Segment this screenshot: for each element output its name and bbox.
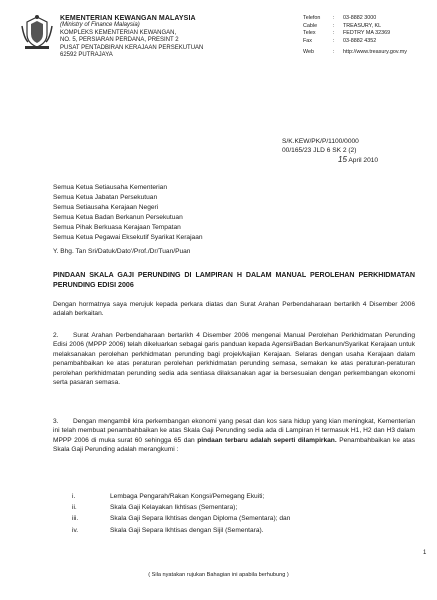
colon: : — [333, 49, 335, 56]
reference-line-2: 00/165/23 JLD 6 SK 2 (2) — [282, 147, 357, 154]
telefon-value: 03-8882 3000 — [343, 15, 377, 21]
paragraph-number: 3. — [53, 418, 59, 425]
paragraph-3-text-a: Dengan mengambil kira perkembangan ekonomi yang pesat dan kos sara hidup yang kian meningkat, Kementerian ini telah membuat penambahbaikan ke atas Skala Gaji Perunding sedia ada di Lampiran H termasuk H1, H2 dan H3 dalam MPPP 2006 di muka surat 60 sehingga 65 dan — [53, 418, 415, 444]
addressee-list — [53, 183, 413, 244]
coat-of-arms-icon — [20, 14, 54, 50]
subject-heading: PINDAAN SKALA GAJI PERUNDING DI LAMPIRAN H DALAM MANUAL PEROLEHAN PERKHIDMATAN PERUNDING EDISI 2006 — [53, 271, 415, 289]
date-day: 15 — [338, 155, 347, 164]
address-line: PUSAT PENTADBIRAN KERAJAAN PERSEKUTUAN — [60, 44, 204, 51]
addressee-line: Semua Setiausaha Kerajaan Negeri — [53, 204, 159, 212]
list-item — [72, 525, 412, 536]
list-item-text: Lembaga Pengarah/Rakan Kongsi/Pemegang Ekuiti; — [110, 493, 265, 500]
addressee-line: Semua Pihak Berkuasa Kerajaan Tempatan — [53, 224, 181, 232]
paragraph-3-emphasis: pindaan terbaru adalah seperti dilampirkan. — [197, 436, 337, 444]
address-line: KOMPLEKS KEMENTERIAN KEWANGAN, — [60, 29, 177, 36]
list-item-number: i. — [72, 493, 76, 500]
colon: : — [333, 15, 335, 21]
web-link[interactable]: http://www.treasury.gov.my — [343, 49, 407, 56]
addressee-line: Semua Ketua Pegawai Eksekutif Syarikat Kerajaan — [53, 234, 203, 242]
paragraph-number: 2. — [53, 332, 59, 339]
paragraph-3-text-b: Penambahbaikan ke atas Skala Gaji Perunding adalah merangkumi : — [53, 436, 415, 454]
list-item-number: iii. — [72, 515, 79, 523]
colon: : — [333, 22, 335, 29]
paragraph-3 — [53, 417, 415, 455]
ministry-name: KEMENTERIAN KEWANGAN MALAYSIA — [60, 15, 196, 22]
list-item-number: ii. — [72, 504, 77, 512]
paragraph-1: Dengan hormatnya saya merujuk kepada perkara diatas dan Surat Arahan Perbendaharaan bertarikh 4 Disember 2006 adalah berkaitan. — [53, 301, 415, 318]
list-item — [72, 502, 412, 513]
addressee-line: Semua Ketua Setiausaha Kementerian — [53, 184, 167, 191]
list-item-text: Skala Gaji Kelayakan Ikhtisas (Sementara); — [110, 504, 238, 512]
colon: : — [333, 30, 335, 37]
addressee-line: Semua Ketua Jabatan Persekutuan — [53, 194, 158, 202]
list-item-text: Skala Gaji Separa Ikhtisas dengan Sijil (Sementara). — [110, 526, 264, 534]
salutation: Y. Bhg. Tan Sri/Datuk/Dato'/Prof./Dr/Tuan/Puan — [53, 248, 191, 255]
date-month-year: April 2010 — [348, 157, 379, 164]
fax-label: Fax — [303, 37, 312, 44]
list-item-text: Skala Gaji Separa Ikhtisas dengan Diploma (Sementara); dan — [110, 515, 291, 523]
colon: : — [333, 37, 335, 44]
contact-block — [303, 15, 433, 57]
paragraph-2-text: Surat Arahan Perbendaharaan bertarikh 4 Disember 2006 mengenai Manual Perolehan Perkhidmatan Perunding Edisi 2006 (MPPP 2006) telah dikeluarkan sebagai garis panduan kepada Agensi/Badan Berkanun/Syarikat Kerajaan untuk melaksanakan perolehan perkhidmatan perunding bagi projek/kajian Kerajaan. Selaras dengan usaha Kerajaan dalam penambahbaikan ke atas peraturan perolehan perkhidmatan perunding semasa, semakan ke atas peraturan-peraturan perolehan perkhidmatan perunding sedia ada sentiasa dilaksanakan agar ia bersesuaian dengan perkembangan ekonomi serta pasaran semasa. — [53, 332, 415, 387]
paragraph-2 — [53, 331, 415, 387]
web-label: Web — [303, 49, 314, 56]
page-number: 1 — [423, 550, 427, 556]
reference-line-1: S/K.KEW/PK/P/1100/0000 — [282, 138, 359, 145]
telex-value: FEDTRY MA 32369 — [343, 30, 391, 37]
ministry-name-en: (Ministry of Finance Malaysia) — [60, 22, 140, 29]
cable-value: TREASURY, KL — [343, 22, 382, 29]
letter-date — [282, 155, 422, 165]
address-line: NO. 5, PERSIARAN PERDANA, PRESINT 2 — [60, 37, 179, 44]
fax-value: 03-8882 4352 — [343, 37, 377, 44]
footer-note: ( Sila nyatakan rujukan Bahagian ini apabila berhubung ) — [148, 572, 289, 578]
list-item — [72, 491, 412, 502]
reference-block — [282, 137, 422, 165]
addressee-line: Semua Ketua Badan Berkanun Persekutuan — [53, 214, 183, 222]
address-line: 62592 PUTRAJAYA — [60, 52, 113, 59]
telefon-label: Telefon — [303, 15, 321, 21]
cable-label: Cable — [303, 22, 318, 29]
telex-label: Telex — [303, 30, 316, 37]
letterhead — [60, 15, 290, 59]
list-item-number: iv. — [72, 526, 79, 534]
list-item — [72, 513, 412, 524]
scope-list — [72, 491, 412, 536]
